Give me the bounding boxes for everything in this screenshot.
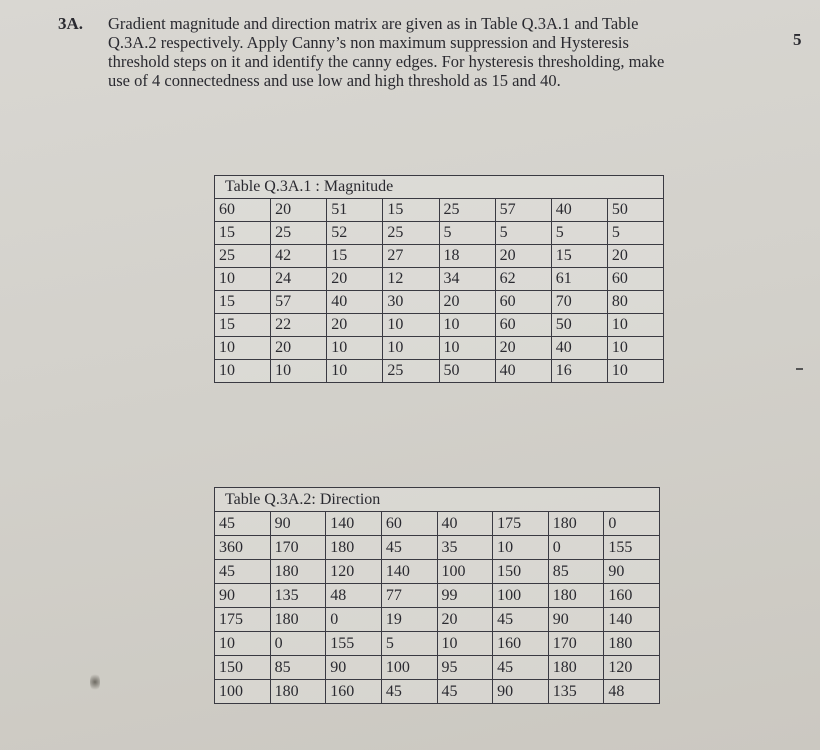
table-cell: 40 xyxy=(327,291,383,314)
table-cell: 95 xyxy=(437,656,493,680)
table-cell: 25 xyxy=(439,199,495,222)
table-cell: 10 xyxy=(439,314,495,337)
table-cell: 100 xyxy=(493,584,549,608)
table-cell: 135 xyxy=(270,584,326,608)
table-cell: 61 xyxy=(551,268,607,291)
table-row xyxy=(215,512,660,536)
table-row xyxy=(215,245,664,268)
table-cell: 15 xyxy=(215,222,271,245)
table-cell: 99 xyxy=(437,584,493,608)
table-cell: 20 xyxy=(271,199,327,222)
table-cell: 25 xyxy=(383,222,439,245)
table-row xyxy=(215,560,660,584)
table-title-row xyxy=(215,488,660,512)
question-line: use of 4 connectedness and use low and high threshold as 15 and 40. xyxy=(108,71,561,90)
table-cell: 180 xyxy=(270,680,326,704)
table-row xyxy=(215,608,660,632)
table-row xyxy=(215,584,660,608)
table-cell: 45 xyxy=(381,536,437,560)
table-row xyxy=(215,199,664,222)
table-cell: 0 xyxy=(604,512,660,536)
table-cell: 40 xyxy=(551,199,607,222)
magnitude-table xyxy=(214,175,664,383)
question-line: Gradient magnitude and direction matrix are given as in Table Q.3A.1 and Table xyxy=(108,14,639,33)
table-cell: 10 xyxy=(327,360,383,383)
table-cell: 15 xyxy=(551,245,607,268)
table-cell: 85 xyxy=(548,560,604,584)
question-marks: 5 xyxy=(793,30,802,49)
table-cell: 20 xyxy=(495,245,551,268)
table-cell: 50 xyxy=(439,360,495,383)
question-number: 3A. xyxy=(58,14,84,33)
table-cell: 150 xyxy=(493,560,549,584)
table-cell: 175 xyxy=(215,608,271,632)
table-cell: 10 xyxy=(493,536,549,560)
table-cell: 45 xyxy=(381,680,437,704)
table-cell: 140 xyxy=(604,608,660,632)
table-cell: 170 xyxy=(270,536,326,560)
table-cell: 52 xyxy=(327,222,383,245)
table-cell: 10 xyxy=(327,337,383,360)
table-cell: 40 xyxy=(437,512,493,536)
table-cell: 20 xyxy=(327,268,383,291)
table-cell: 50 xyxy=(607,199,663,222)
table-cell: 35 xyxy=(437,536,493,560)
table-cell: 16 xyxy=(551,360,607,383)
table-row xyxy=(215,291,664,314)
table-cell: 50 xyxy=(551,314,607,337)
table-cell: 5 xyxy=(439,222,495,245)
table-cell: 20 xyxy=(607,245,663,268)
table-cell: 34 xyxy=(439,268,495,291)
table-cell: 60 xyxy=(381,512,437,536)
table-row xyxy=(215,536,660,560)
table-cell: 19 xyxy=(381,608,437,632)
table-cell: 135 xyxy=(548,680,604,704)
table-cell: 20 xyxy=(439,291,495,314)
table-cell: 12 xyxy=(383,268,439,291)
table-row xyxy=(215,222,664,245)
table-cell: 48 xyxy=(604,680,660,704)
table-cell: 10 xyxy=(271,360,327,383)
table-cell: 77 xyxy=(381,584,437,608)
table-cell: 90 xyxy=(326,656,382,680)
table-row xyxy=(215,656,660,680)
table-cell: 60 xyxy=(215,199,271,222)
table-cell: 85 xyxy=(270,656,326,680)
table-cell: 90 xyxy=(604,560,660,584)
table-cell: 360 xyxy=(215,536,271,560)
table-cell: 42 xyxy=(271,245,327,268)
table-cell: 120 xyxy=(326,560,382,584)
table-cell: 60 xyxy=(495,314,551,337)
table-cell: 180 xyxy=(604,632,660,656)
table-cell: 180 xyxy=(548,512,604,536)
table-cell: 25 xyxy=(383,360,439,383)
table-cell: 60 xyxy=(495,291,551,314)
table-cell: 160 xyxy=(326,680,382,704)
table-cell: 5 xyxy=(551,222,607,245)
table-cell: 100 xyxy=(381,656,437,680)
table-row xyxy=(215,680,660,704)
table-cell: 70 xyxy=(551,291,607,314)
table-cell: 100 xyxy=(215,680,271,704)
table-row xyxy=(215,268,664,291)
table-cell: 60 xyxy=(607,268,663,291)
table-cell: 30 xyxy=(383,291,439,314)
table-cell: 90 xyxy=(215,584,271,608)
table-cell: 90 xyxy=(493,680,549,704)
table-cell: 18 xyxy=(439,245,495,268)
table-cell: 20 xyxy=(495,337,551,360)
direction-table-title: Table Q.3A.2: Direction xyxy=(215,488,660,512)
table-cell: 10 xyxy=(215,360,271,383)
table-cell: 22 xyxy=(271,314,327,337)
table-cell: 180 xyxy=(548,584,604,608)
question-text xyxy=(108,14,758,90)
table-cell: 10 xyxy=(607,337,663,360)
question-line: Q.3A.2 respectively. Apply Canny’s non maximum suppression and Hysteresis xyxy=(108,33,629,52)
table-cell: 10 xyxy=(383,314,439,337)
table-cell: 51 xyxy=(327,199,383,222)
table-cell: 15 xyxy=(215,291,271,314)
table-cell: 40 xyxy=(495,360,551,383)
page-smudge xyxy=(90,672,100,692)
table-cell: 5 xyxy=(607,222,663,245)
table-cell: 15 xyxy=(215,314,271,337)
table-cell: 160 xyxy=(604,584,660,608)
table-cell: 10 xyxy=(215,337,271,360)
table-cell: 90 xyxy=(548,608,604,632)
table-cell: 80 xyxy=(607,291,663,314)
table-cell: 62 xyxy=(495,268,551,291)
table-cell: 140 xyxy=(326,512,382,536)
table-cell: 57 xyxy=(271,291,327,314)
table-cell: 140 xyxy=(381,560,437,584)
table-cell: 180 xyxy=(270,560,326,584)
table-cell: 45 xyxy=(437,680,493,704)
table-cell: 175 xyxy=(493,512,549,536)
table-cell: 0 xyxy=(270,632,326,656)
table-cell: 20 xyxy=(437,608,493,632)
table-cell: 180 xyxy=(548,656,604,680)
magnitude-table-title: Table Q.3A.1 : Magnitude xyxy=(215,176,664,199)
table-cell: 100 xyxy=(437,560,493,584)
margin-mark xyxy=(796,368,803,370)
table-cell: 155 xyxy=(604,536,660,560)
table-cell: 155 xyxy=(326,632,382,656)
table-title-row xyxy=(215,176,664,199)
table-cell: 10 xyxy=(439,337,495,360)
table-cell: 0 xyxy=(548,536,604,560)
table-cell: 180 xyxy=(270,608,326,632)
table-cell: 5 xyxy=(381,632,437,656)
table-cell: 10 xyxy=(607,360,663,383)
table-cell: 20 xyxy=(271,337,327,360)
table-cell: 10 xyxy=(383,337,439,360)
table-cell: 120 xyxy=(604,656,660,680)
table-cell: 15 xyxy=(327,245,383,268)
table-cell: 5 xyxy=(495,222,551,245)
table-cell: 20 xyxy=(327,314,383,337)
table-row xyxy=(215,314,664,337)
table-cell: 150 xyxy=(215,656,271,680)
table-cell: 45 xyxy=(215,512,271,536)
table-cell: 10 xyxy=(215,632,271,656)
table-cell: 48 xyxy=(326,584,382,608)
table-cell: 25 xyxy=(271,222,327,245)
table-cell: 90 xyxy=(270,512,326,536)
table-cell: 25 xyxy=(215,245,271,268)
table-cell: 27 xyxy=(383,245,439,268)
table-cell: 170 xyxy=(548,632,604,656)
table-cell: 57 xyxy=(495,199,551,222)
table-cell: 45 xyxy=(215,560,271,584)
table-cell: 0 xyxy=(326,608,382,632)
table-row xyxy=(215,632,660,656)
table-cell: 10 xyxy=(607,314,663,337)
question-line: threshold steps on it and identify the canny edges. For hysteresis thresholding, make xyxy=(108,52,665,71)
table-cell: 180 xyxy=(326,536,382,560)
table-cell: 24 xyxy=(271,268,327,291)
table-row xyxy=(215,337,664,360)
table-cell: 160 xyxy=(493,632,549,656)
table-cell: 45 xyxy=(493,656,549,680)
direction-table xyxy=(214,487,660,704)
table-row xyxy=(215,360,664,383)
table-cell: 40 xyxy=(551,337,607,360)
table-cell: 45 xyxy=(493,608,549,632)
table-cell: 10 xyxy=(215,268,271,291)
table-cell: 10 xyxy=(437,632,493,656)
table-cell: 15 xyxy=(383,199,439,222)
